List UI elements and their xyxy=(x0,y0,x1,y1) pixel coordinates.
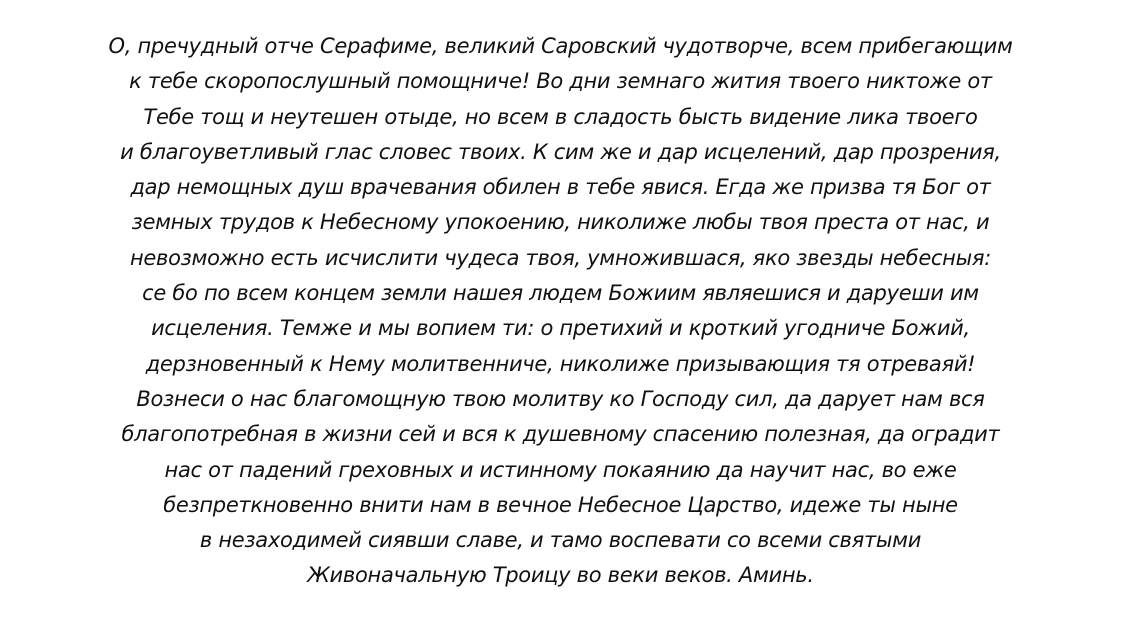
text-line: дерзновенный к Нему молитвенниче, николиже призывающия тя отреваяй! xyxy=(145,351,976,376)
prayer-text xyxy=(0,29,1121,594)
text-line: невозможно есть исчислити чудеса твоя, умножившася, яко звезды небесныя: xyxy=(129,245,992,270)
text-line: в незаходимей сиявши славе, и тамо воспевати со всеми святыми xyxy=(199,528,922,553)
text-line: Тебе тощ и неутешен отыде, но всем в сладость бысть видение лика твоего xyxy=(143,104,978,129)
text-line: земных трудов к Небесному упокоению, николиже любы твоя преста от нас, и xyxy=(131,210,990,235)
text-line: дар немощных душ врачевания обилен в тебе явися. Егда же призва тя Бог от xyxy=(130,175,991,200)
text-line: к тебе скоропослушный помощниче! Во дни земнаго жития твоего никтоже от xyxy=(129,69,992,94)
text-line: О, пречудный отче Серафиме, великий Саровский чудотворче, всем прибегающим xyxy=(108,34,1013,58)
text-line: безпреткновенно внити нам в вечное Небесное Царство, идеже ты ныне xyxy=(163,492,958,517)
text-line: Живоначальную Троицу во веки веков. Аминь. xyxy=(307,563,814,588)
text-line: Вознеси о нас благомощную твою молитву ко Господу сил, да дарует нам вся xyxy=(136,386,985,411)
text-line: благопотребная в жизни сей и вся к душевному спасению полезная, да оградит xyxy=(121,422,1000,447)
text-line: и благоуветливый глас словес твоих. К сим же и дар исцелений, дар прозрения, xyxy=(120,139,1001,164)
text-line: нас от падений греховных и истинному покаянию да научит нас, во еже xyxy=(164,457,957,482)
text-line: исцеления. Темже и мы вопием ти: о претихий и кроткий угодниче Божий, xyxy=(151,316,970,341)
text-line: се бо по всем концем земли нашея людем Божиим являешися и даруеши им xyxy=(142,281,979,306)
